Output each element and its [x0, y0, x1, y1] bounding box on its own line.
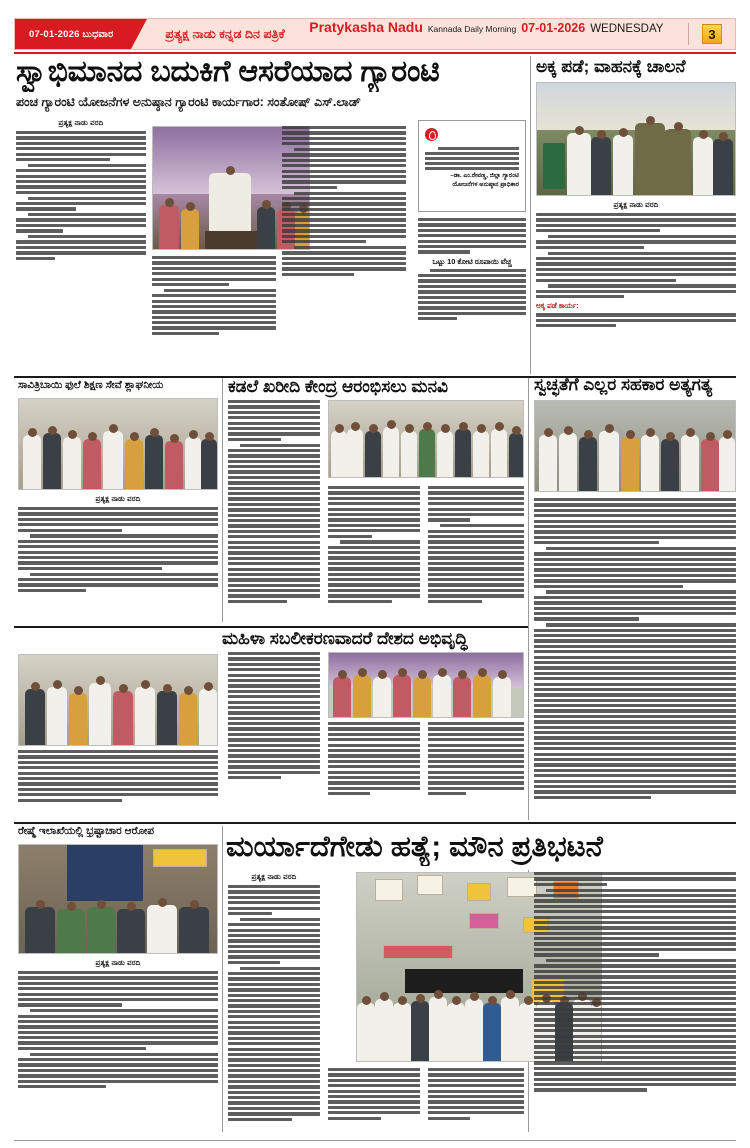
- maryade-column-3: [428, 1068, 524, 1134]
- paragraph: [18, 971, 218, 1007]
- paragraph: [228, 885, 320, 915]
- section-rule-3: [14, 626, 528, 628]
- section-rule-4: [14, 822, 736, 824]
- paragraph: [536, 252, 736, 282]
- paragraph: [228, 967, 320, 1121]
- akka-headline: ಅಕ್ಕ ಪಡೆ; ವಾಹನಕ್ಕೆ ಚಾಲನೆ: [536, 58, 686, 76]
- masthead-brand: Pratykasha Nadu: [309, 19, 423, 35]
- paragraph: [16, 164, 146, 194]
- paragraph: [536, 313, 736, 327]
- masthead-rule: [14, 52, 736, 54]
- paragraph: [534, 498, 736, 544]
- paragraph: [18, 573, 218, 592]
- vertical-divider-top: [530, 56, 531, 374]
- paragraph: [534, 889, 736, 957]
- maryade-column-1: [228, 872, 320, 1134]
- paragraph: [228, 400, 320, 441]
- byline: ಪ್ರತ್ಯಕ್ಷ ನಾಡು ವರದಿ: [251, 872, 297, 881]
- lead-quote-box: [418, 120, 526, 212]
- mahila-column-2: [328, 722, 420, 816]
- paragraph: [152, 256, 276, 286]
- paragraph: [536, 213, 736, 232]
- masthead-date-en: 07-01-2026: [521, 21, 586, 35]
- paragraph: [534, 959, 736, 1092]
- savitribai-headline: ಸಾವಿತ್ರಿಬಾಯಿ ಫುಲೆ ಶಿಕ್ಷಣ ಸೇವೆ ಶ್ಲಾಘನೀಯ: [18, 380, 164, 391]
- paragraph: [16, 131, 146, 161]
- maryade-column-2: [328, 1068, 420, 1134]
- lead-column-2: [152, 256, 276, 374]
- akka-bold-lead: ಅಕ್ಕ ಪಡೆ ಕಾರ್ಯ:: [536, 301, 579, 311]
- paragraph: [534, 872, 736, 886]
- paragraph: [228, 652, 320, 779]
- byline: ಪ್ರತ್ಯಕ್ಷ ನಾಡು ವರದಿ: [95, 494, 141, 503]
- mahila-column-1: [228, 652, 320, 816]
- paragraph: [534, 623, 736, 799]
- paragraph: [428, 524, 524, 603]
- paragraph: [536, 284, 736, 298]
- paragraph: [328, 540, 420, 603]
- paragraph: [328, 1068, 420, 1120]
- paragraph: [328, 486, 420, 538]
- masthead-tagline: Kannada Daily Morning: [427, 24, 517, 34]
- masthead-kannada-title: ಪ್ರತ್ಯಕ್ಷ ನಾಡು ಕನ್ನಡ ದಿನ ಪತ್ರಿಕೆ: [165, 26, 285, 41]
- lead-column-3: [282, 126, 406, 374]
- reshme-headline: ರೇಷ್ಮೆ ಇಲಾಖೆಯಲ್ಲಿ ಭ್ರಷ್ಟಾಚಾರ ಆರೋಪ: [18, 826, 155, 837]
- paragraph: [282, 148, 406, 189]
- byline: ಪ್ರತ್ಯಕ್ಷ ನಾಡು ವರದಿ: [58, 118, 104, 127]
- paragraph: [282, 192, 406, 244]
- lead-column-1: [16, 118, 146, 374]
- reshme-photo: [18, 844, 218, 954]
- paragraph: [228, 444, 320, 604]
- savitribai-photo: [18, 398, 218, 490]
- vertical-divider-r4a: [222, 826, 223, 1132]
- paragraph: [18, 750, 218, 802]
- paragraph: [18, 534, 218, 570]
- paragraph: [418, 269, 526, 321]
- paragraph: [16, 213, 146, 232]
- kadale-photo: [328, 400, 524, 478]
- paragraph: [282, 246, 406, 276]
- mahila-headline: ಮಹಿಳಾ ಸಬಲೀಕರಣವಾದರೆ ದೇಶದ ಅಭಿವೃದ್ಧಿ: [222, 630, 468, 648]
- mahila-photo-right: [328, 652, 524, 718]
- masthead-weekday: WEDNESDAY: [590, 23, 664, 35]
- paragraph: [428, 722, 524, 795]
- byline: ಪ್ರತ್ಯಕ್ಷ ನಾಡು ವರದಿ: [95, 958, 141, 967]
- lead-column-4: [418, 218, 526, 374]
- quote-attribution: –ಡಾ. ಎಂ.ರೇವಣ್ಣ, ಜಿಲ್ಲಾ ಗ್ಯಾರಂಟಿ ಯೋಜನೆಗಳ ಅನುಷ್ಠಾನ ಪ್ರಾಧಿಕಾರ: [450, 172, 519, 188]
- paragraph: [282, 126, 406, 145]
- paragraph: [534, 590, 736, 620]
- paragraph: [428, 1068, 524, 1120]
- mahila-caption-column: [18, 750, 218, 816]
- lead-subhead-stat: ಒಟ್ಟು 10 ಕೋಟಿ ರೂಪಾಯಿ ವೆಚ್ಚ: [432, 256, 512, 266]
- swachata-column: [534, 498, 736, 816]
- masthead: [14, 18, 736, 50]
- lead-subheadline: ಪಂಚ ಗ್ಯಾರಂಟಿ ಯೋಜನೆಗಳ ಅನುಷ್ಠಾನ ಗ್ಯಾರಂಟಿ ಕಾರ್ಯಗಾರ: ಸಂತೋಷ್ ಎಸ್.ಲಾಡ್: [16, 96, 361, 109]
- kadale-column-3: [428, 486, 524, 622]
- paragraph: [534, 547, 736, 588]
- akka-column: [536, 200, 736, 372]
- swachata-photo: [534, 400, 736, 492]
- paragraph: [18, 507, 218, 532]
- akka-photo: [536, 82, 736, 196]
- swachata-headline: ಸ್ವಚ್ಛತೆಗೆ ಎಲ್ಲರ ಸಹಕಾರ ಅತ್ಯಗತ್ಯ: [534, 376, 713, 394]
- vertical-divider-r2a: [222, 378, 223, 622]
- masthead-english-block: [285, 19, 688, 49]
- kadale-column-1: [228, 400, 320, 622]
- byline: ಪ್ರತ್ಯಕ್ಷ ನಾಡು ವರದಿ: [613, 200, 659, 209]
- paragraph: [16, 235, 146, 260]
- page-number-value: 3: [702, 24, 722, 44]
- maryade-headline: ಮರ್ಯಾದೆಗೇಡು ಹತ್ಯೆ; ಮೌನ ಪ್ರತಿಭಟನೆ: [226, 832, 603, 863]
- page-number-badge: [689, 19, 735, 49]
- kadale-headline: ಕಡಲೆ ಖರೀದಿ ಕೇಂದ್ರ ಆರಂಭಿಸಲು ಮನವಿ: [228, 378, 448, 396]
- paragraph: [328, 722, 420, 795]
- mahila-photo-left: [18, 654, 218, 746]
- paragraph: [428, 486, 524, 522]
- reshme-column: [18, 958, 218, 1134]
- paragraph: [228, 918, 320, 964]
- lead-headline: ಸ್ವಾಭಿಮಾನದ ಬದುಕಿಗೆ ಆಸರೆಯಾದ ಗ್ಯಾರಂಟಿ: [16, 56, 440, 88]
- paragraph: [16, 197, 146, 211]
- paragraph: [18, 1009, 218, 1050]
- paragraph: [536, 235, 736, 249]
- vertical-divider-r2b: [528, 378, 529, 820]
- savitribai-column: [18, 494, 218, 622]
- page-bottom-rule: [14, 1140, 736, 1141]
- quote-icon: [425, 128, 438, 141]
- masthead-date-tab: 07-01-2026 ಬುಧವಾರ: [15, 19, 131, 49]
- paragraph: [18, 1053, 218, 1089]
- kadale-column-2: [328, 486, 420, 622]
- paragraph: [152, 289, 276, 335]
- maryade-column-4: [534, 872, 736, 1134]
- mahila-column-3: [428, 722, 524, 816]
- paragraph: [418, 218, 526, 254]
